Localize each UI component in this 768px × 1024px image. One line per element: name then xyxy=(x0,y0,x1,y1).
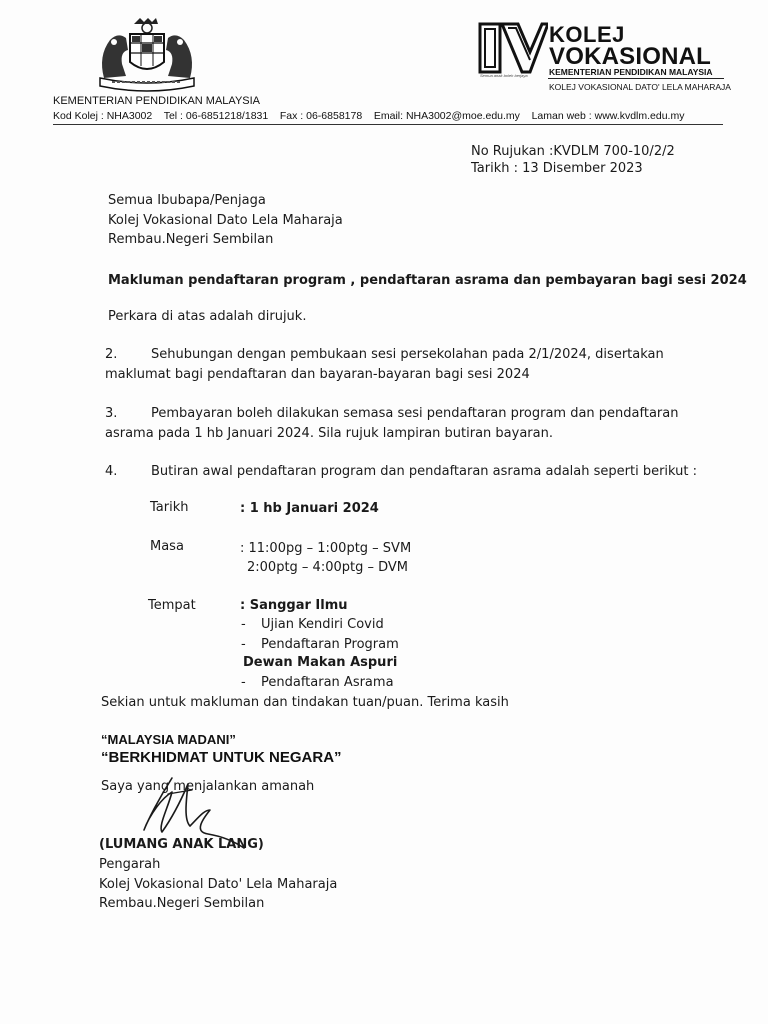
paragraph-4-number: 4. xyxy=(105,464,118,479)
paragraph-4-line: Butiran awal pendaftaran program dan pendaftaran asrama adalah seperti berikut : xyxy=(151,464,698,479)
list-item: Ujian Kendiri Covid xyxy=(261,617,384,632)
list-item: Pendaftaran Asrama xyxy=(261,675,394,690)
list-bullet: - xyxy=(241,675,246,690)
detail-place-1: : Sanggar Ilmu xyxy=(240,598,348,613)
recipient-line: Kolej Vokasional Dato Lela Maharaja xyxy=(108,213,343,228)
letter-date: Tarikh : 13 Disember 2023 xyxy=(471,161,643,176)
contact-details: Kod Kolej : NHA3002 Tel : 06-6851218/1831 Fax : 06-6858178 Email: NHA3002@moe.edu.my Laman web : www.kvdlm.edu.my xyxy=(53,110,685,122)
detail-time-label: Masa xyxy=(150,539,184,554)
brand-title-line2: VOKASIONAL xyxy=(549,43,712,70)
reference-number: No Rujukan :KVDLM 700-10/2/2 xyxy=(471,144,675,159)
motto-madani: “MALAYSIA MADANI” xyxy=(101,732,236,747)
signatory-place: Rembau.Negeri Sembilan xyxy=(99,896,265,911)
brand-title-line1: KOLEJ xyxy=(549,22,625,47)
signatory-org: Kolej Vokasional Dato' Lela Maharaja xyxy=(99,877,338,892)
list-bullet: - xyxy=(241,617,246,632)
detail-time-value: 2:00ptg – 4:00ptg – DVM xyxy=(247,560,409,575)
list-bullet: - xyxy=(241,637,246,652)
detail-place-2: Dewan Makan Aspuri xyxy=(243,655,398,670)
paragraph-2-number: 2. xyxy=(105,347,118,362)
paragraph-2-line: Sehubungan dengan pembukaan sesi persekolahan pada 2/1/2024, disertakan xyxy=(151,347,664,362)
kolej-vokasional-logo-icon xyxy=(478,22,548,76)
brand-ministry: KEMENTERIAN PENDIDIKAN MALAYSIA xyxy=(549,67,713,77)
paragraph-3-line: asrama pada 1 hb Januari 2024. Sila rujuk lampiran butiran bayaran. xyxy=(105,426,553,441)
paragraph-1: Perkara di atas adalah dirujuk. xyxy=(108,309,307,324)
recipient-line: Semua Ibubapa/Penjaga xyxy=(108,193,266,208)
brand-college-name: KOLEJ VOKASIONAL DATO' LELA MAHARAJA xyxy=(549,82,731,92)
ministry-name: KEMENTERIAN PENDIDIKAN MALAYSIA xyxy=(53,95,261,107)
closing-line: Sekian untuk makluman dan tindakan tuan/puan. Terima kasih xyxy=(101,695,509,710)
signatory-title: Pengarah xyxy=(99,857,161,872)
brand-divider xyxy=(548,78,724,79)
malaysia-coat-of-arms xyxy=(92,16,202,94)
recipient-line: Rembau.Negeri Sembilan xyxy=(108,232,274,247)
paragraph-3-number: 3. xyxy=(105,406,118,421)
detail-time-value: : 11:00pg – 1:00ptg – SVM xyxy=(240,541,412,556)
detail-date-value: : 1 hb Januari 2024 xyxy=(240,501,379,516)
motto-berkhidmat: “BERKHIDMAT UNTUK NEGARA” xyxy=(101,749,342,766)
brand-tagline: Semua anak boleh berjaya xyxy=(480,73,528,78)
list-item: Pendaftaran Program xyxy=(261,637,399,652)
detail-date-label: Tarikh xyxy=(150,500,189,515)
signatory-name: (LUMANG ANAK LANG) xyxy=(99,837,264,852)
detail-place-label: Tempat xyxy=(148,598,196,613)
trust-line: Saya yang menjalankan amanah xyxy=(101,779,315,794)
paragraph-2-line: maklumat bagi pendaftaran dan bayaran-bayaran bagi sesi 2024 xyxy=(105,367,530,382)
paragraph-3-line: Pembayaran boleh dilakukan semasa sesi pendaftaran program dan pendaftaran xyxy=(151,406,679,421)
letter-subject: Makluman pendaftaran program , pendaftaran asrama dan pembayaran bagi sesi 2024 xyxy=(108,273,747,288)
header-divider xyxy=(53,124,723,125)
